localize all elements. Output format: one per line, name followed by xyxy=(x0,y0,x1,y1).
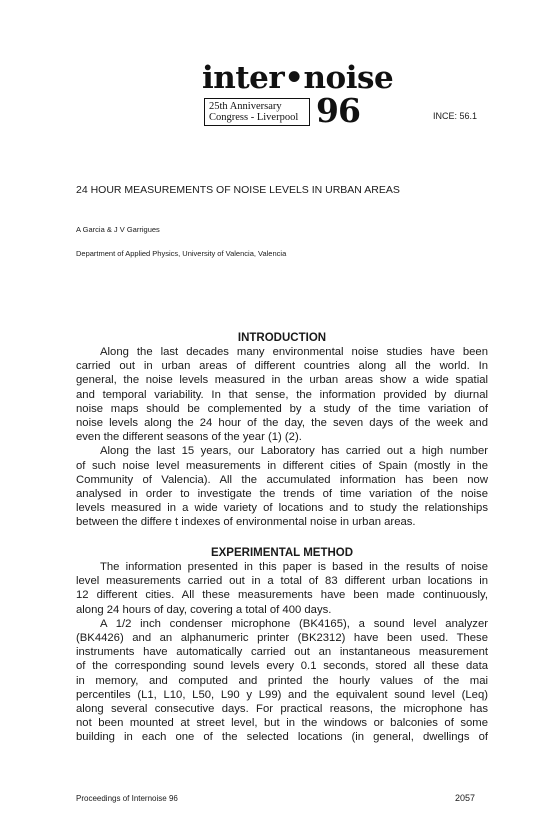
text-line: of the corresponding sound levels every 0.1 seconds, stored all these data xyxy=(76,660,488,673)
introduction-heading: INTRODUCTION xyxy=(237,332,327,344)
text-line: noise maps should be complemented by a study of the time variation of xyxy=(76,402,488,415)
text-line: along 24 hours of day, covering a total of 400 days. xyxy=(76,603,332,616)
text-line: along several consecutive days. For practical reasons, the microphone has xyxy=(76,702,488,715)
text-line: even the different seasons of the year (1) (2). xyxy=(76,431,302,444)
internoise-logo xyxy=(200,60,394,130)
text-line: between the differe t indexes of environmental noise in urban areas. xyxy=(76,516,416,529)
text-line: Community of Valencia). All the accumulated information has been now xyxy=(76,473,488,486)
text-line: analysed in order to investigate the trends of time variation of the noise xyxy=(76,487,488,500)
paper-affiliation: Department of Applied Physics, University of Valencia, Valencia xyxy=(76,249,287,258)
text-line: in memory, and computed and printed the hourly values of the mai xyxy=(76,674,488,687)
text-line: Along the last decades many environmental noise studies have been xyxy=(100,346,488,358)
text-line: instruments have automatically carried out an instantaneous measurement xyxy=(76,646,488,659)
logo-wordmark: inter•noise xyxy=(202,60,394,96)
text-line: A 1/2 inch condenser microphone (BK4165), a sound level analyzer xyxy=(100,617,488,630)
text-line: general, the noise levels measured in the urban areas show a wide spatial xyxy=(76,374,488,387)
logo-box-line2: Congress - Liverpool xyxy=(209,112,299,123)
method-heading: EXPERIMENTAL METHOD xyxy=(210,547,354,559)
text-line: percentiles (L1, L10, L50, L90 y L99) and the equivalent sound level (Leq) xyxy=(76,688,488,701)
page-number: 2057 xyxy=(455,793,476,803)
text-line: 12 different cities. All these measurements have been made continuously, xyxy=(76,589,488,602)
paper-authors: A Garcia & J V Garrigues xyxy=(76,225,160,234)
footer-proceedings: Proceedings of Internoise 96 xyxy=(76,794,178,803)
ince-code: INCE: 56.1 xyxy=(433,111,478,121)
text-line: Along the last 15 years, our Laboratory has carried out a high number xyxy=(100,445,488,458)
text-line: noise levels along the 24 hour of the day, the seven days of the week and xyxy=(76,416,488,429)
text-line: level measurements carried out in a total of 83 different urban locations in xyxy=(76,575,488,588)
text-line: carried out in urban areas of different countries along all the world. In xyxy=(76,360,488,373)
paper-title: 24 HOUR MEASUREMENTS OF NOISE LEVELS IN URBAN AREAS xyxy=(76,184,400,196)
logo-year-number: 96 xyxy=(316,91,360,130)
method-body xyxy=(76,560,488,744)
text-line: building in each one of the selected locations (in general, dwellings of xyxy=(76,731,488,744)
logo-box-line1: 25th Anniversary xyxy=(209,101,282,112)
text-line: levels measured in a wide variety of locations and to study the relationships xyxy=(76,502,488,515)
text-line: The information presented in this paper is based in the results of noise xyxy=(100,561,488,573)
text-line: of such noise level measurements in different cities of Spain (mostly in the xyxy=(76,459,488,472)
text-line: (BK4426) and an alphanumeric printer (BK2312) have been used. These xyxy=(76,631,488,644)
text-line: and temporal variability. In that sense, the information provided by diurnal xyxy=(76,388,488,401)
logo-anniversary-box xyxy=(204,98,310,126)
text-line: not been mounted at street level, but in the windows or balconies of some xyxy=(76,717,488,730)
introduction-body xyxy=(76,345,488,529)
